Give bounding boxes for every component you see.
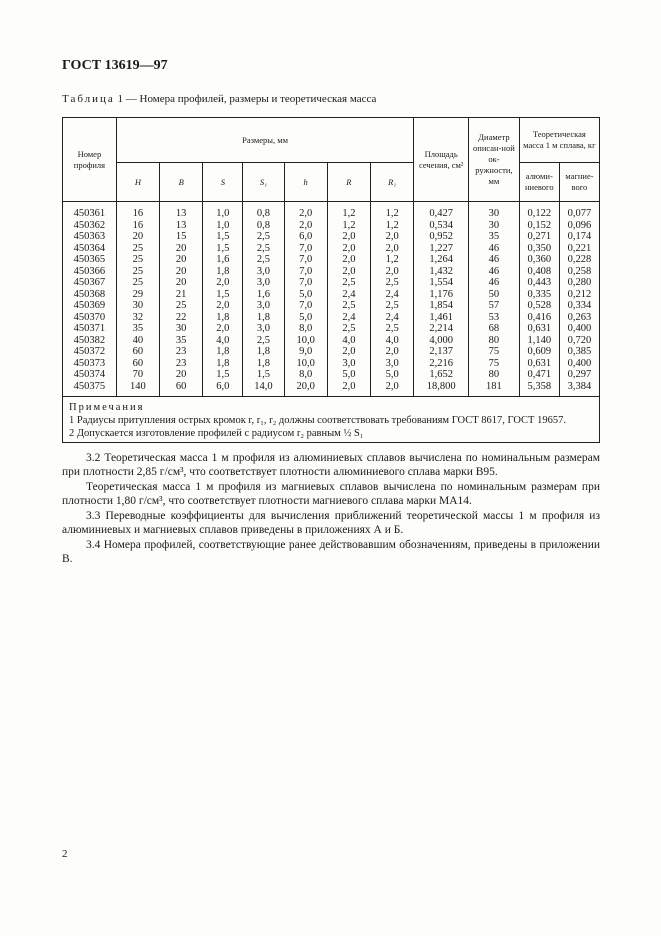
table-cell-h-2: 6,0 <box>299 231 313 242</box>
table-cell-B-12: 23 <box>175 346 187 357</box>
table-cell-S1-4: 2,5 <box>256 254 270 265</box>
table-cell-S1-3: 2,5 <box>256 242 270 254</box>
table-cell-R1-14: 5,0 <box>385 369 399 380</box>
header-symbol-S: S <box>203 163 243 202</box>
table-cell-area-8: 1,854 <box>429 300 453 311</box>
table-cell-S1-11: 2,5 <box>256 334 270 346</box>
table-cell-H-7: 29 <box>132 288 144 300</box>
table-cell-h-1: 2,0 <box>299 219 313 231</box>
table-cell-S-10: 2,0 <box>216 323 230 334</box>
table-cell-B-0: 13 <box>175 208 187 219</box>
table-cell-aluminum-12: 0,609 <box>527 346 552 357</box>
table-cell-S-12: 1,8 <box>216 346 230 357</box>
table-cell-R1-0: 1,2 <box>385 208 399 219</box>
table-cell-diameter-0: 30 <box>488 208 500 219</box>
table-cell-R-9: 2,4 <box>342 311 356 323</box>
table-cell-H-10: 35 <box>132 323 144 334</box>
table-cell-R-6: 2,5 <box>342 277 356 288</box>
header-aluminum: алюми-ниевого <box>519 163 559 202</box>
table-cell-profile-11: 450382 <box>73 334 106 346</box>
table-cell-R-13: 3,0 <box>342 357 356 369</box>
table-cell-diameter-5: 46 <box>488 265 500 277</box>
table-cell-diameter-12: 75 <box>488 346 500 357</box>
table-cell-magnesium-2: 0,174 <box>567 231 592 242</box>
table-cell-magnesium-14: 0,297 <box>567 369 592 380</box>
table-cell-aluminum-15: 5,358 <box>527 380 552 392</box>
table-cell-diameter-14: 80 <box>488 369 500 380</box>
table-cell-R1-4: 1,2 <box>385 254 399 265</box>
column-area <box>414 202 469 397</box>
table-cell-diameter-3: 46 <box>488 242 500 254</box>
table-cell-S1-0: 0,8 <box>256 208 270 219</box>
table-cell-area-7: 1,176 <box>429 288 453 300</box>
table-cell-H-5: 25 <box>132 265 144 277</box>
table-cell-S1-12: 1,8 <box>256 346 270 357</box>
table-cell-H-2: 20 <box>132 231 144 242</box>
table-cell-magnesium-9: 0,263 <box>567 311 592 323</box>
table-cell-aluminum-4: 0,360 <box>527 254 552 265</box>
table-cell-magnesium-10: 0,400 <box>567 323 592 334</box>
table-cell-S-7: 1,5 <box>216 288 230 300</box>
table-caption-prefix: Таблица <box>62 93 115 105</box>
table-cell-aluminum-14: 0,471 <box>527 369 552 380</box>
table-cell-S-2: 1,5 <box>216 231 230 242</box>
table-cell-S1-15: 14,0 <box>254 380 273 392</box>
table-cell-h-11: 10,0 <box>296 334 315 346</box>
table-cell-diameter-11: 80 <box>488 334 500 346</box>
table-cell-R-10: 2,5 <box>342 323 356 334</box>
table-cell-R-0: 1,2 <box>342 208 356 219</box>
table-cell-S-1: 1,0 <box>216 219 230 231</box>
table-cell-area-1: 0,534 <box>429 219 453 231</box>
note-1: 1 Радиусы притупления острых кромок r, r₁, r₂ должны соответствовать требованиям ГОСТ 8617, ГОСТ 19657. <box>69 415 566 426</box>
table-cell-S1-9: 1,8 <box>256 311 270 323</box>
table-cell-R1-8: 2,5 <box>385 300 399 311</box>
table-cell-h-8: 7,0 <box>299 300 313 311</box>
table-cell-B-9: 22 <box>175 311 187 323</box>
table-cell-B-6: 20 <box>175 277 187 288</box>
table-cell-R1-13: 3,0 <box>385 357 399 369</box>
paragraph-3-3: 3.3 Переводные коэффициенты для вычисления приближений теоретической массы 1 м профиля из алюминиевых и магниевых сплавов приведены в приложениях А и Б. <box>62 510 600 536</box>
table-cell-S-15: 6,0 <box>216 380 230 392</box>
table-cell-profile-6: 450367 <box>73 277 106 288</box>
table-cell-h-3: 7,0 <box>299 242 313 254</box>
paragraph-3-2: 3.2 Теоретическая масса 1 м профиля из алюминиевых сплавов вычислена по номинальным размерам при плотности 2,85 г/см³, что соответствует плотности алюминиевого сплава марки В95. <box>62 452 600 478</box>
table-cell-h-10: 8,0 <box>299 323 313 334</box>
header-mass: Теоретическая масса 1 м сплава, кг <box>519 118 599 163</box>
table-cell-diameter-13: 75 <box>488 357 500 369</box>
table-cell-R1-7: 2,4 <box>385 288 399 300</box>
table-cell-R1-12: 2,0 <box>385 346 399 357</box>
table-cell-magnesium-12: 0,385 <box>567 346 592 357</box>
table-cell-diameter-6: 46 <box>488 277 500 288</box>
header-symbol-h: h <box>284 163 327 202</box>
table-cell-area-10: 2,214 <box>429 323 453 334</box>
table-cell-R-5: 2,0 <box>342 265 356 277</box>
table-cell-area-11: 4,000 <box>429 334 453 346</box>
table-cell-aluminum-9: 0,416 <box>527 311 552 323</box>
table-cell-S-11: 4,0 <box>216 334 230 346</box>
table-cell-magnesium-7: 0,212 <box>567 288 592 300</box>
table-cell-R1-5: 2,0 <box>385 265 399 277</box>
table-cell-S1-6: 3,0 <box>256 277 270 288</box>
table-cell-B-11: 35 <box>175 334 187 346</box>
table-cell-profile-1: 450362 <box>73 219 106 231</box>
table-cell-profile-5: 450366 <box>73 265 106 277</box>
table-cell-magnesium-13: 0,400 <box>567 357 592 369</box>
table-cell-H-8: 30 <box>132 300 144 311</box>
table-cell-diameter-10: 68 <box>488 323 500 334</box>
table-cell-area-3: 1,227 <box>429 242 453 254</box>
table-cell-B-5: 20 <box>175 265 187 277</box>
table-cell-magnesium-11: 0,720 <box>567 334 592 346</box>
column-diameter <box>469 202 520 397</box>
table-caption-text: 1 — Номера профилей, размеры и теоретическая масса <box>114 93 377 105</box>
table-cell-aluminum-1: 0,152 <box>527 219 552 231</box>
column-magnesium <box>559 202 599 397</box>
table-cell-profile-14: 450374 <box>73 369 106 380</box>
table-cell-h-15: 20,0 <box>296 380 315 392</box>
table-cell-magnesium-3: 0,221 <box>567 242 592 254</box>
table-cell-aluminum-2: 0,271 <box>527 231 552 242</box>
profiles-table <box>62 117 600 443</box>
table-cell-S1-2: 2,5 <box>256 231 270 242</box>
table-cell-B-10: 30 <box>175 323 187 334</box>
table-cell-R1-6: 2,5 <box>385 277 399 288</box>
table-cell-B-4: 20 <box>175 254 187 265</box>
table-cell-aluminum-8: 0,528 <box>527 300 552 311</box>
table-cell-S1-7: 1,6 <box>256 288 270 300</box>
table-cell-area-4: 1,264 <box>429 254 453 265</box>
table-cell-R-14: 5,0 <box>342 369 356 380</box>
table-cell-H-0: 16 <box>132 208 144 219</box>
header-diameter: Диаметр описан-ной ок-ружности, мм <box>469 118 520 202</box>
table-cell-S1-14: 1,5 <box>256 369 270 380</box>
table-cell-profile-4: 450365 <box>73 254 106 265</box>
table-cell-profile-9: 450370 <box>73 311 106 323</box>
table-cell-H-3: 25 <box>132 242 144 254</box>
table-cell-B-14: 20 <box>175 369 187 380</box>
column-B <box>160 202 203 397</box>
paragraph-3-2-magnesium: Теоретическая масса 1 м профиля из магниевых сплавов вычислена по номинальным размерам при плотности 1,80 г/см³, что соответствует плотности магниевого сплава марки МА14. <box>62 481 600 507</box>
table-cell-S-14: 1,5 <box>216 369 230 380</box>
paragraph-3-4: 3.4 Номера профилей, соответствующие ранее действовавшим обозначениям, приведены в приложении В. <box>62 539 600 565</box>
table-cell-R1-2: 2,0 <box>385 231 399 242</box>
table-cell-B-7: 21 <box>175 288 187 300</box>
column-S <box>203 202 243 397</box>
table-cell-area-5: 1,432 <box>429 265 453 277</box>
header-symbol-R1: R₁ <box>371 163 414 202</box>
table-cell-diameter-7: 50 <box>488 288 500 300</box>
table-cell-area-6: 1,554 <box>429 277 453 288</box>
header-symbol-S1: S₁ <box>243 163 284 202</box>
table-cell-area-12: 2,137 <box>429 346 453 357</box>
table-cell-S1-1: 0,8 <box>256 219 270 231</box>
table-cell-S1-10: 3,0 <box>256 323 270 334</box>
header-area: Площадь сечения, см² <box>414 118 469 202</box>
table-cell-R-1: 1,2 <box>342 219 356 231</box>
table-cell-S-9: 1,8 <box>216 311 230 323</box>
table-cell-aluminum-5: 0,408 <box>527 265 552 277</box>
table-cell-magnesium-4: 0,228 <box>567 254 592 265</box>
table-cell-R-2: 2,0 <box>342 231 356 242</box>
table-cell-aluminum-0: 0,122 <box>527 208 552 219</box>
table-cell-H-14: 70 <box>132 369 144 380</box>
table-cell-R1-9: 2,4 <box>385 311 399 323</box>
header-symbol-H: H <box>116 163 159 202</box>
table-cell-R-4: 2,0 <box>342 254 356 265</box>
table-cell-R1-15: 2,0 <box>385 380 399 392</box>
header-magnesium: магние-вого <box>559 163 599 202</box>
table-cell-diameter-4: 46 <box>488 254 500 265</box>
table-cell-profile-10: 450371 <box>73 323 106 334</box>
table-cell-H-4: 25 <box>132 254 144 265</box>
table-cell-B-8: 25 <box>175 300 187 311</box>
table-cell-S-4: 1,6 <box>216 254 230 265</box>
notes-cell <box>63 397 600 443</box>
table-cell-magnesium-8: 0,334 <box>567 300 592 311</box>
document-code: ГОСТ 13619—97 <box>62 58 168 73</box>
table-cell-B-13: 23 <box>175 357 187 369</box>
table-cell-S1-5: 3,0 <box>256 265 270 277</box>
header-dimensions: Размеры, мм <box>116 118 413 163</box>
table-cell-h-5: 7,0 <box>299 265 313 277</box>
table-cell-diameter-9: 53 <box>488 311 500 323</box>
table-cell-magnesium-0: 0,077 <box>567 208 592 219</box>
table-cell-aluminum-13: 0,631 <box>527 357 552 369</box>
table-cell-B-1: 13 <box>175 219 187 231</box>
table-cell-R1-11: 4,0 <box>385 334 399 346</box>
table-cell-h-13: 10,0 <box>296 357 315 369</box>
table-body-row <box>63 202 600 397</box>
table-cell-S-6: 2,0 <box>216 277 230 288</box>
table-cell-H-13: 60 <box>132 357 144 369</box>
table-cell-R-8: 2,5 <box>342 300 356 311</box>
column-aluminum <box>519 202 559 397</box>
notes-row <box>63 397 600 443</box>
table-cell-H-15: 140 <box>130 380 146 392</box>
table-cell-H-9: 32 <box>132 311 144 323</box>
table-cell-diameter-2: 35 <box>488 231 500 242</box>
table-cell-h-4: 7,0 <box>299 254 313 265</box>
table-cell-H-12: 60 <box>132 346 144 357</box>
table-cell-magnesium-6: 0,280 <box>567 277 592 288</box>
table-cell-diameter-1: 30 <box>488 219 500 231</box>
table-cell-aluminum-10: 0,631 <box>527 323 552 334</box>
table-cell-magnesium-1: 0,096 <box>567 219 592 231</box>
table-cell-S-13: 1,8 <box>216 357 230 369</box>
table-cell-R-15: 2,0 <box>342 380 356 392</box>
table-cell-area-9: 1,461 <box>429 311 453 323</box>
table-cell-H-6: 25 <box>132 277 144 288</box>
table-caption <box>62 93 376 105</box>
table-cell-R-3: 2,0 <box>342 242 356 254</box>
table-cell-S-0: 1,0 <box>216 208 230 219</box>
table-cell-profile-0: 450361 <box>73 208 106 219</box>
table-cell-R-7: 2,4 <box>342 288 356 300</box>
table-cell-S-5: 1,8 <box>216 265 230 277</box>
table-cell-aluminum-3: 0,350 <box>527 242 552 254</box>
column-R <box>327 202 370 397</box>
table-cell-area-14: 1,652 <box>429 369 453 380</box>
header-symbol-B: B <box>160 163 203 202</box>
table-cell-h-9: 5,0 <box>299 311 313 323</box>
table-cell-S-8: 2,0 <box>216 300 230 311</box>
table-cell-magnesium-15: 3,384 <box>567 380 592 392</box>
table-cell-B-2: 15 <box>175 231 187 242</box>
note-2: 2 Допускается изготовление профилей с радиусом r₂ равным ½ S₁ <box>69 428 364 439</box>
table-cell-profile-3: 450364 <box>73 242 106 254</box>
table-cell-S1-8: 3,0 <box>256 300 270 311</box>
notes-title: Примечания <box>69 402 145 413</box>
table-cell-area-13: 2,216 <box>429 357 453 369</box>
table-cell-S-3: 1,5 <box>216 242 230 254</box>
table-cell-profile-12: 450372 <box>73 346 106 357</box>
table-cell-aluminum-11: 1,140 <box>527 334 552 346</box>
table-cell-h-12: 9,0 <box>299 346 313 357</box>
table-cell-h-7: 5,0 <box>299 288 313 300</box>
page-number: 2 <box>62 848 68 860</box>
table-cell-H-1: 16 <box>132 219 144 231</box>
table-cell-aluminum-7: 0,335 <box>527 288 552 300</box>
table-cell-B-3: 20 <box>175 242 187 254</box>
column-S1 <box>243 202 284 397</box>
column-profile <box>63 202 117 397</box>
table-cell-profile-7: 450368 <box>73 288 106 300</box>
table-cell-magnesium-5: 0,258 <box>567 265 592 277</box>
table-cell-profile-13: 450373 <box>73 357 106 369</box>
column-R1 <box>371 202 414 397</box>
table-cell-B-15: 60 <box>175 380 187 392</box>
table-cell-R1-3: 2,0 <box>385 242 399 254</box>
table-cell-profile-15: 450375 <box>73 380 106 392</box>
table-cell-R1-10: 2,5 <box>385 323 399 334</box>
column-h <box>284 202 327 397</box>
table-cell-profile-8: 450369 <box>73 300 106 311</box>
column-H <box>116 202 159 397</box>
header-profile-number: Номер профиля <box>63 118 117 202</box>
table-cell-area-15: 18,800 <box>426 380 456 392</box>
table-cell-diameter-8: 57 <box>488 300 500 311</box>
header-symbol-R: R <box>327 163 370 202</box>
table-cell-R-12: 2,0 <box>342 346 356 357</box>
table-cell-h-0: 2,0 <box>299 208 313 219</box>
table-cell-S1-13: 1,8 <box>256 357 270 369</box>
table-cell-area-2: 0,952 <box>429 231 453 242</box>
table-cell-h-6: 7,0 <box>299 277 313 288</box>
table-cell-area-0: 0,427 <box>429 208 453 219</box>
table-cell-H-11: 40 <box>132 334 144 346</box>
table-cell-profile-2: 450363 <box>73 231 106 242</box>
table-cell-h-14: 8,0 <box>299 369 313 380</box>
table-cell-diameter-15: 181 <box>486 380 502 392</box>
table-cell-R1-1: 1,2 <box>385 219 399 231</box>
table-cell-R-11: 4,0 <box>342 334 356 346</box>
table-cell-aluminum-6: 0,443 <box>527 277 552 288</box>
